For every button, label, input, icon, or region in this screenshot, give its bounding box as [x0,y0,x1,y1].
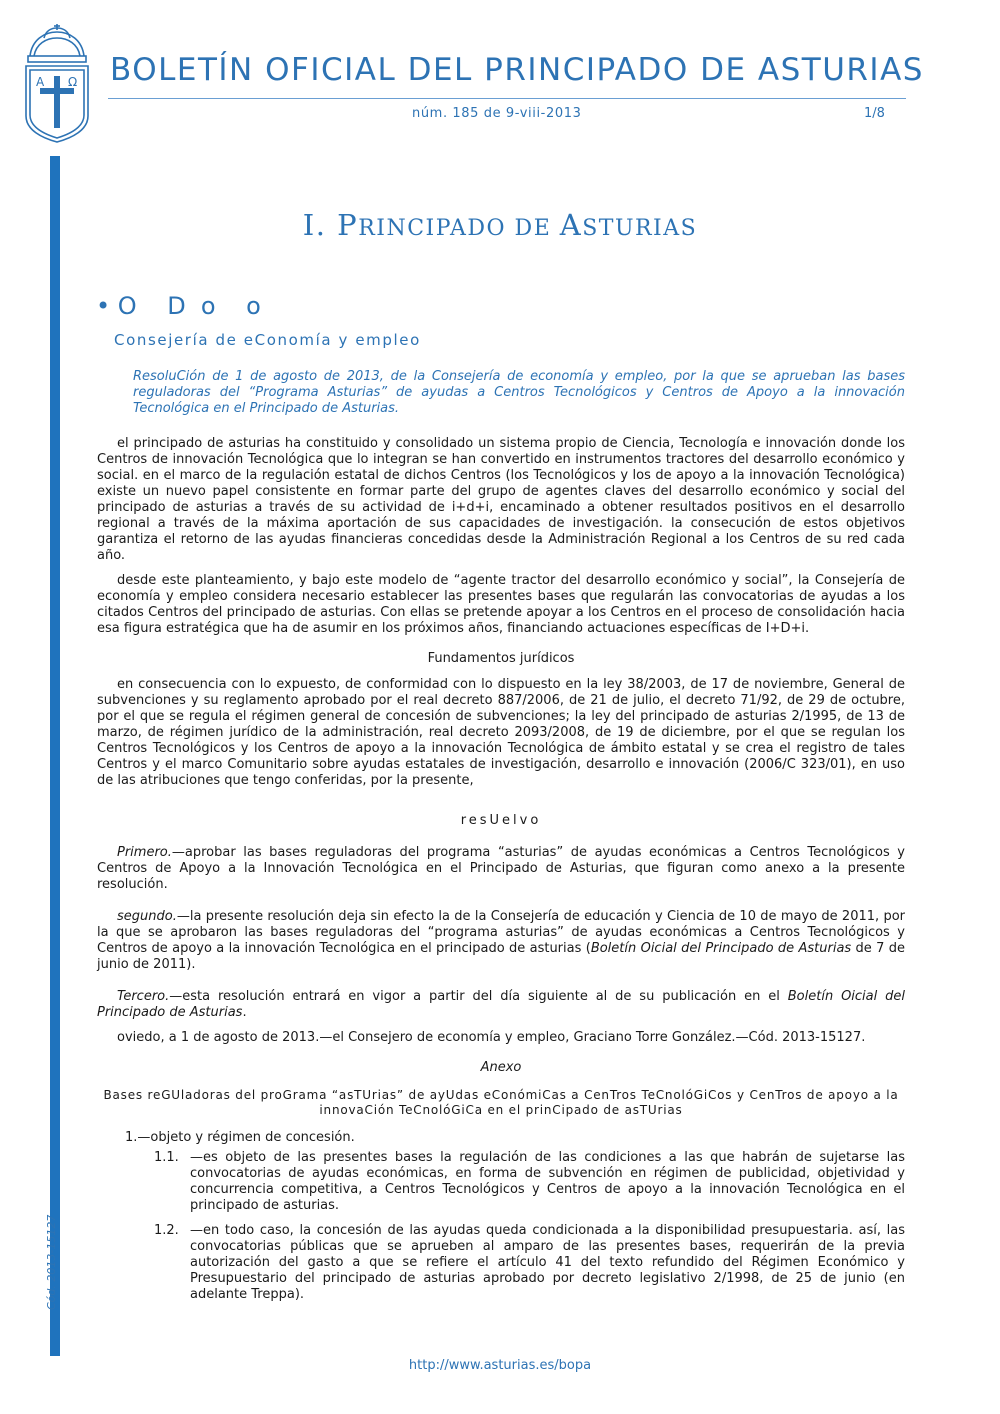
legal-basis-heading: Fundamentos jurídicos [427,651,575,666]
issue-number: núm. 185 de 9-viii-2013 [412,106,582,121]
article-item-number: 1.1. [154,1150,179,1165]
svg-text:A: A [36,75,45,89]
resolution-third-end: . [242,1005,247,1020]
resolution-second-end: de 7 de junio de 2011). [97,941,905,972]
sidebar-document-code: Cód. 2013-15127 [45,1214,58,1310]
article-heading: 1.—objeto y régimen de concesión. [125,1130,355,1145]
organization-line: • O D o o [96,292,261,320]
signature-line: oviedo, a 1 de agosto de 2013.—el Consejero de economía y empleo, Graciano Torre González.—Cód. 2013-15127. [117,1030,866,1045]
legal-basis-text: en consecuencia con lo expuesto, de conformidad con lo dispuesto en la ley 38/2003, de 17 de noviembre, General de subvenciones y su reglamento aprobado por el real decreto 887/2006, de 21 de julio, el decreto 71/92, de 29 de octubre, por el que se regula el régimen general de concesión de subvenciones; la ley del principado de asturias 2/1995, de 13 de marzo, de régimen jurídico de la administración, real decreto 2093/2008, de 19 de diciembre, por el que se regulan los Centros Tecnológicos y los Centros de apoyo a la innovación Tecnológica de ámbito estatal y se crea el registro de tales Centros y el marco Comunitario sobre ayudas estatales de investigación, desarrollo e innovación (2006/C 323/01), en uso de las atribuciones que tengo conferidas, por la presente, [97,677,905,788]
resolution-first [97,845,905,893]
annex-title: Bases reGUladoras del proGrama “asTUrias” de ayUdas eConómiCas a CenTros TeCnolóGiCos y CenTros de apoyo a la innovaCión TeCnolóGiCa en el prinCipado de asTUrias [103,1088,899,1117]
page-number: 1/8 [864,106,885,121]
resolution-second-ref: Boletín Oicial del Principado de Asturias [590,941,852,956]
section-title-rest-2: STURIAS [582,216,698,241]
header-divider [108,98,906,99]
svg-text:Ω: Ω [68,75,78,89]
resolution-first-text: —aprobar las bases reguladoras del programa “asturias” de ayudas económicas a Centros Tecnológicos y Centros de Apoyo a la Innovación Tecnológica en el Principado de Asturias, que figuran como anexo a la presente resolución. [97,845,905,892]
article-item-text: —es objeto de las presentes bases la regulación de las condiciones a las que habrán de sujetarse las convocatorias de ayudas económicas, en forma de subvención en régimen de publicidad, objetividad y concurrencia competitiva, a Centros Tecnológicos y Centros de apoyo a la innovación Tecnológica en el principado de asturias. [190,1150,905,1213]
left-sidebar-bar [50,156,60,1356]
resolution-second-text: —la presente resolución deja sin efecto la de la Consejería de educación y Ciencia de 10 de mayo de 2011, por la que se aprobaron las bases reguladoras del “programa asturias” de ayudas económicas a Centros Tecnológicos y Centros de apoyo a la innovación Tecnológica en el principado de asturias ( [97,909,905,956]
annex-label: Anexo [480,1060,522,1075]
article-item-text: —en todo caso, la concesión de las ayudas queda condicionada a la disponibilidad presupuestaria. así, las convocatorias públicas que se aprueben al amparo de las presentes bases, requerirán de la previa autorización del gasto a que se refiere el artículo 41 del texto refundido del Régimen Económico y Presupuestario del principado de asturias aprobado por decreto legislativo 2/1998, de 25 de junio (en adelante Treppa). [190,1223,905,1302]
resolution-third-lead: Tercero. [117,989,170,1004]
body-paragraph: el principado de asturias ha constituido y consolidado un sistema propio de Ciencia, Tecnología e innovación donde los Centros de innovación Tecnológica que lo integran se han convertido en instrumentos tractores del desarrollo económico y social. en el marco de la regulación estatal de dichos Centros (los Tecnológicos y los de apoyo a la innovación Tecnológica) existe un nuevo papel consistente en formar parte del grupo de agentes claves del desarrollo económico y social del principado de asturias a través de su actividad de i+d+i, encaminado a obtener resultados positivos en el desarrollo regional a través de la máxima aportación de sus capacidades de investigación. la consecución de estos objetivos garantiza el retorno de las ayudas financieras concedidas desde la Administración Regional a los Centros de su red cada año. [97,436,905,563]
consejeria-name: Consejería de eConomía y empleo [114,331,421,349]
resolution-first-lead: Primero. [117,845,172,860]
resolution-third-text: —esta resolución entrará en vigor a partir del día siguiente al de su publicación en el [169,989,788,1004]
resolution-third-ref: Boletín Oicial del Principado de Asturias [97,989,905,1020]
section-title-initial-2: A [559,208,583,242]
article-item [154,1150,905,1214]
resolution-second-lead: segundo. [117,909,177,924]
resolve-heading: resUelvo [460,813,542,828]
body-paragraph: desde este planteamiento, y bajo este modelo de “agente tractor del desarrollo económico y social”, la Consejería de economía y empleo considera necesario establecer las presentes bases que regularán las convocatorias de ayudas a los citados Centros del principado de asturias. Con ellas se pretende apoyar a los Centros en el proceso de consolidación hacia esa figura estratégica que ha de asumir en los próximos años, financiando actuaciones específicas de I+D+i. [97,573,905,636]
resolution-summary: ResoluCión de 1 de agosto de 2013, de la Consejería de economía y empleo, por la que se aprueban las bases reguladoras del “Programa Asturias” de ayudas a Centros Tecnológicos y Centros de Apoyo a la innovación Tecnológica en el Principado de Asturias. [133,369,905,416]
bulletin-masthead-title: BOLETÍN OFICIAL DEL PRINCIPADO DE ASTURIAS [110,52,924,88]
article-item [154,1223,905,1303]
section-title-initial: I. P [302,208,359,242]
resolution-second [97,909,905,973]
footer-url-link[interactable]: http://www.asturias.es/bopa [408,1358,592,1373]
article-item-number: 1.2. [154,1223,179,1238]
section-title [0,208,1000,242]
section-title-rest: RINCIPADO DE [358,216,560,241]
document-body [97,436,905,1312]
asturias-coat-of-arms-icon [22,22,92,144]
resolution-third [97,989,905,1021]
